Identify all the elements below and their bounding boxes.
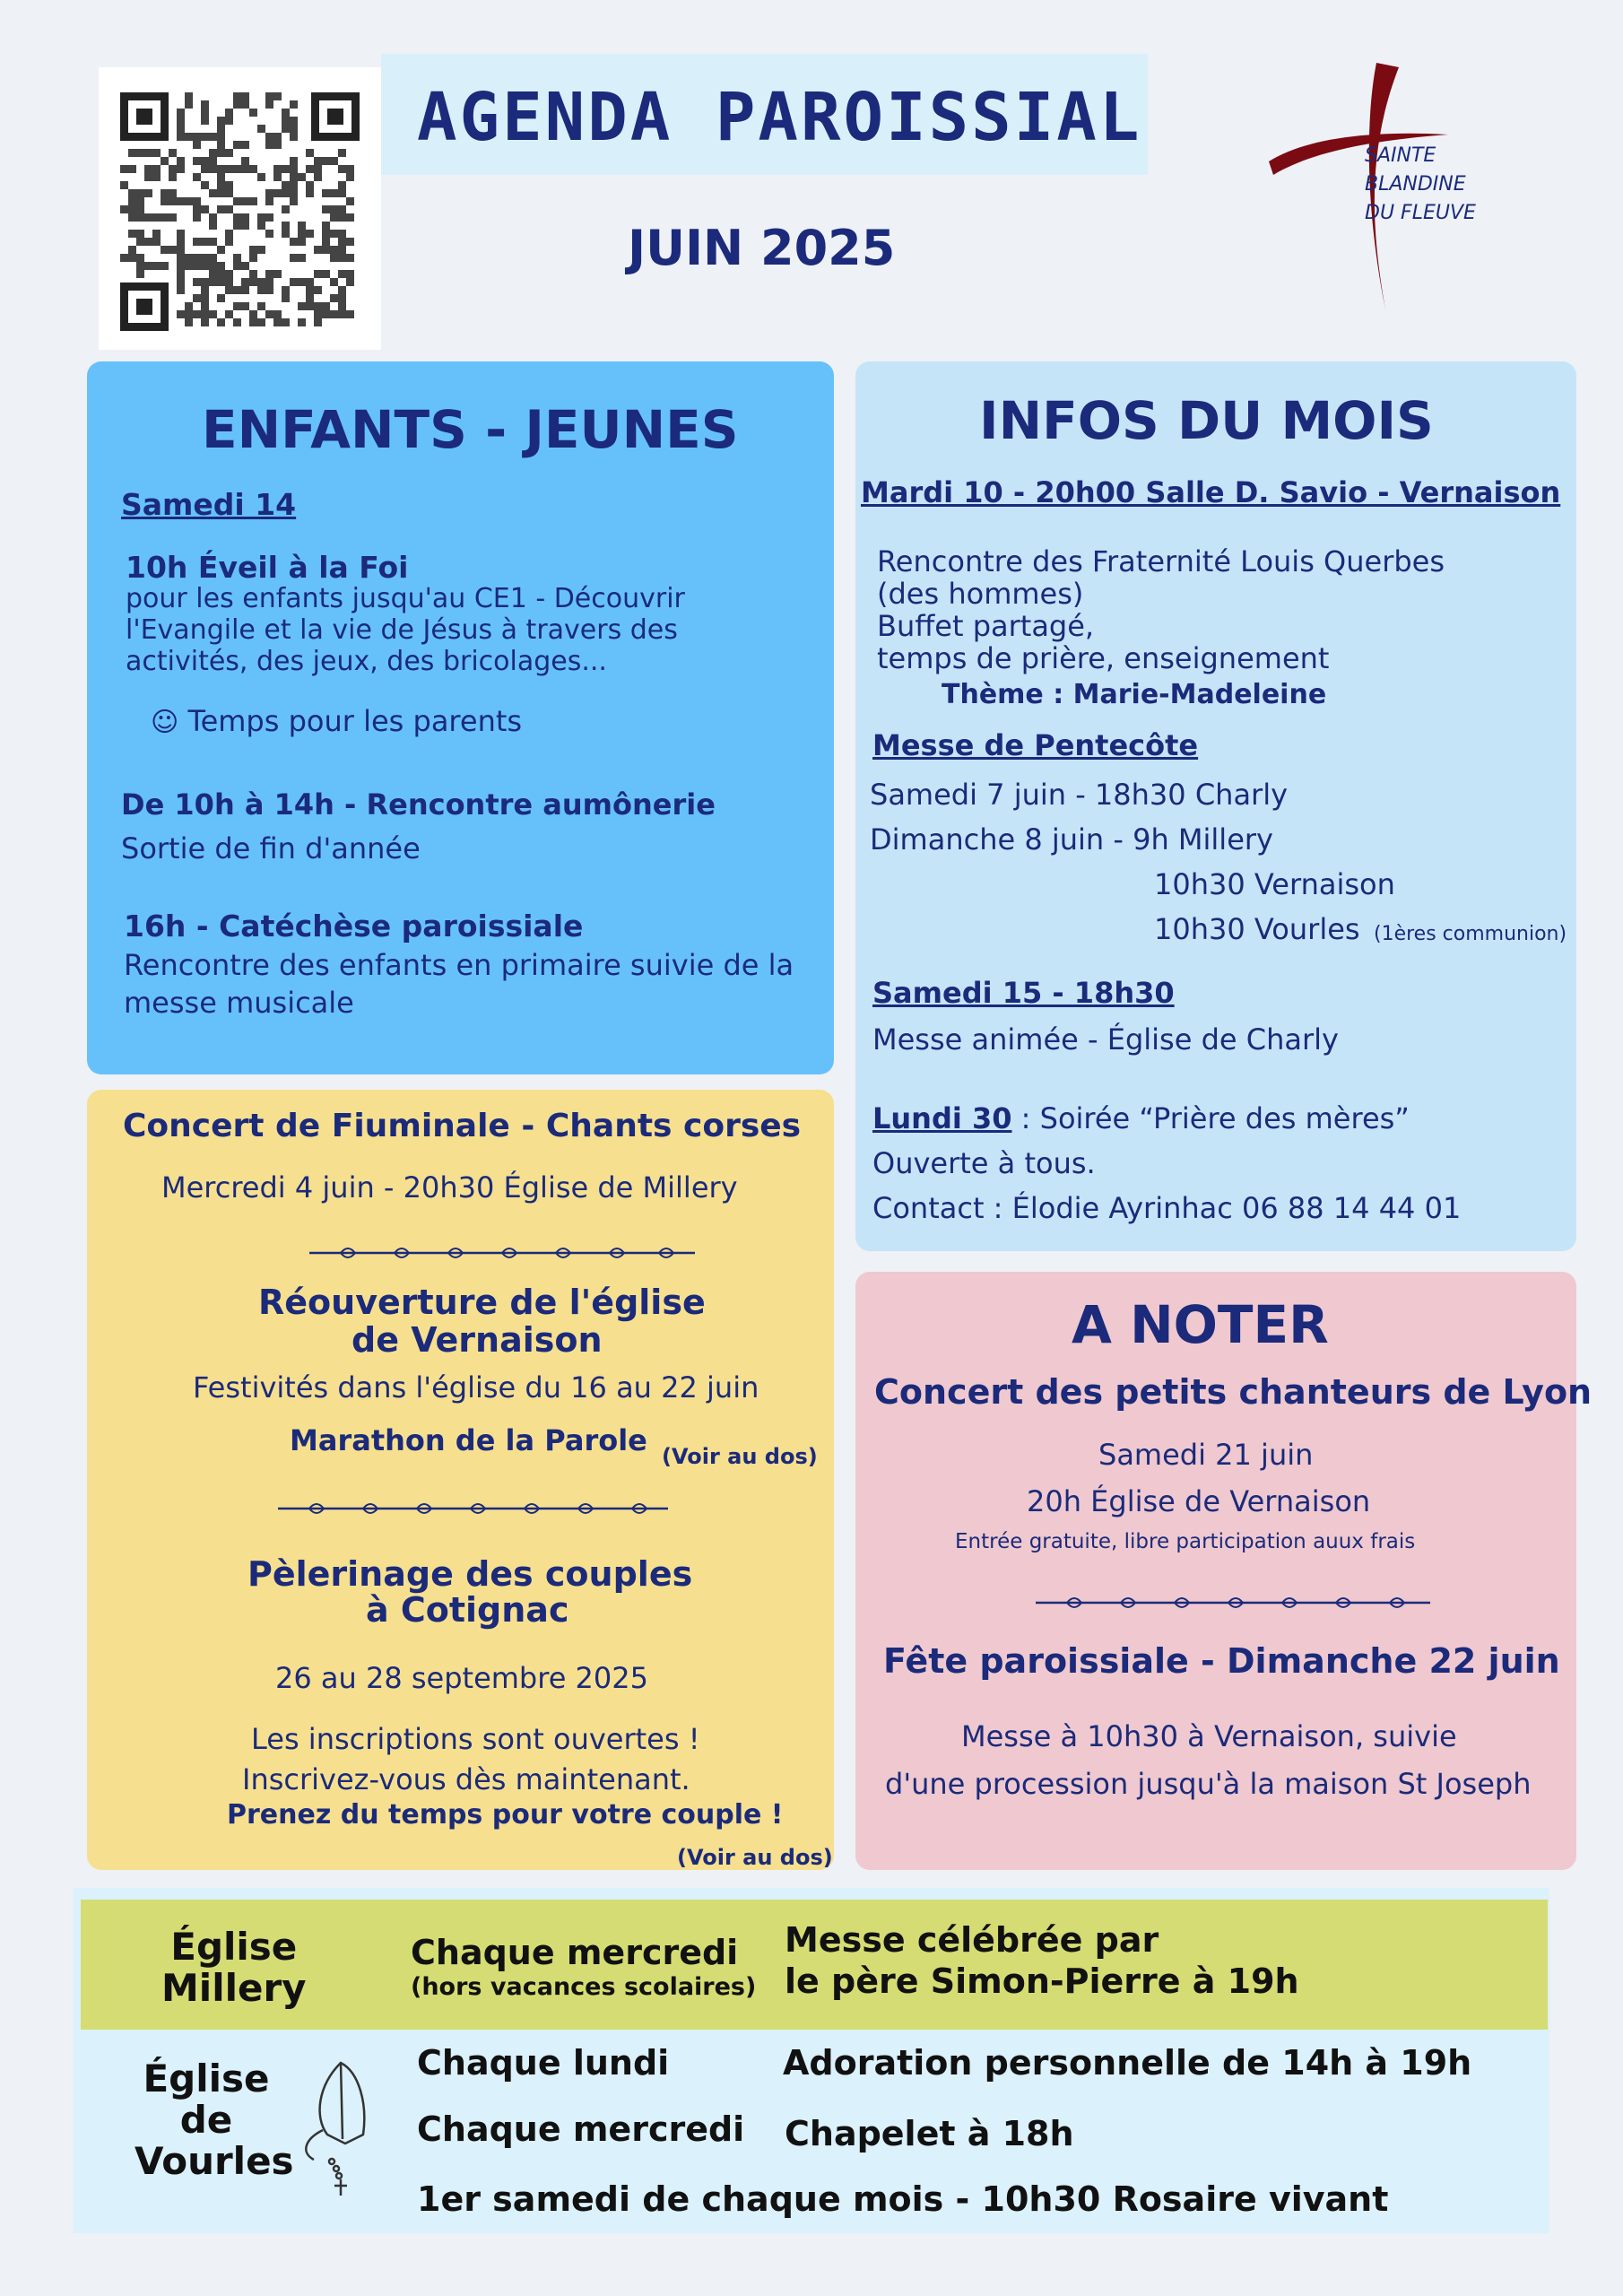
mardi-title: Mardi 10 - 20h00 Salle D. Savio - Vernaison (861, 475, 1561, 509)
vourles-place-line: de (179, 2098, 233, 2142)
qr-code-icon[interactable] (99, 67, 381, 350)
vine-divider-icon (305, 1242, 699, 1264)
parents-time (151, 704, 522, 738)
reouverture-description: Festivités dans l'église du 16 au 22 juin (193, 1370, 759, 1405)
mardi-line: (des hommes) (877, 577, 1084, 611)
pelerinage-dates: 26 au 28 septembre 2025 (275, 1661, 648, 1695)
pentecote-title: Messe de Pentecôte (872, 728, 1199, 762)
lundi30-contact: Contact : Élodie Ayrinhac 06 88 14 44 01 (872, 1191, 1462, 1225)
parish-name-line: DU FLEUVE (1365, 202, 1476, 224)
page-subtitle-month: JUIN 2025 (628, 220, 896, 276)
eveil-description: pour les enfants jusqu'au CE1 - Découvrir l'Evangile et la vie de Jésus à travers des activités, des jeux, des bricolages... (126, 583, 685, 677)
vourles-saturday-line: 1er samedi de chaque mois - 10h30 Rosaire vivant (417, 2179, 1389, 2219)
fiuminale-title: Concert de Fiuminale - Chants corses (123, 1108, 802, 1144)
fete-paroissiale-title: Fête paroissiale - Dimanche 22 juin (883, 1641, 1560, 1681)
samedi15-title: Samedi 15 - 18h30 (872, 976, 1175, 1010)
enfants-day: Samedi 14 (121, 487, 297, 522)
pentecote-line: Dimanche 8 juin - 9h Millery (870, 822, 1273, 857)
page-title: AGENDA PAROISSIAL (417, 79, 1142, 156)
mardi-details (877, 545, 1445, 674)
vine-divider-icon (273, 1498, 673, 1519)
millery-what (785, 1919, 1299, 2002)
lundi30-description: : Soirée “Prière des mères” (1011, 1101, 1410, 1135)
petits-chanteurs-note: Entrée gratuite, libre participation auux frais (955, 1530, 1416, 1553)
millery-place (161, 1926, 307, 2009)
mardi-theme: Thème : Marie-Madeleine (942, 679, 1327, 710)
petits-chanteurs-date: Samedi 21 juin (1098, 1438, 1314, 1472)
parish-name-line: BLANDINE (1365, 173, 1466, 196)
parish-name-line: SAINTE (1365, 144, 1436, 167)
catechese-title: 16h - Catéchèse paroissiale (124, 909, 584, 944)
see-back-link[interactable]: (Voir au dos) (662, 1444, 818, 1469)
millery-place-line: Église (170, 1925, 298, 1969)
praying-hands-rosary-icon (296, 2054, 381, 2197)
eveil-title: 10h Éveil à la Foi (126, 550, 409, 585)
marathon-title: Marathon de la Parole (290, 1423, 647, 1457)
pelerinage-title: à Cotignac (366, 1590, 569, 1630)
reouverture-title: Réouverture de l'église (258, 1283, 706, 1322)
vourles-wednesday-when: Chaque mercredi (417, 2109, 745, 2149)
vourles-place (135, 2057, 294, 2183)
lundi30-title: Lundi 30 (872, 1101, 1012, 1135)
vine-divider-icon (1031, 1592, 1435, 1613)
infos-heading: INFOS DU MOIS (979, 390, 1434, 451)
pentecote-line: 10h30 Vernaison (1154, 867, 1395, 901)
parents-time-label: Temps pour les parents (187, 704, 523, 738)
lundi30-open: Ouverte à tous. (872, 1146, 1096, 1180)
pelerinage-title: Pèlerinage des couples (247, 1554, 693, 1594)
pelerinage-line: Prenez du temps pour votre couple ! (227, 1799, 784, 1831)
smiley-halo-icon: ☺ (151, 707, 179, 738)
aumonerie-title: De 10h à 14h - Rencontre aumônerie (121, 787, 716, 822)
petits-chanteurs-title: Concert des petits chanteurs de Lyon (874, 1372, 1593, 1412)
millery-place-line: Millery (161, 1966, 307, 2010)
enfants-heading: ENFANTS - JEUNES (202, 399, 739, 460)
vourles-monday-when: Chaque lundi (417, 2043, 670, 2083)
see-back-link[interactable]: (Voir au dos) (677, 1845, 833, 1870)
noter-heading: A NOTER (1072, 1294, 1329, 1355)
pentecote-line: 10h30 Vourles (1154, 912, 1360, 946)
vourles-place-line: Vourles (135, 2139, 294, 2183)
reouverture-title: de Vernaison (352, 1320, 603, 1360)
samedi15-description: Messe animée - Église de Charly (872, 1022, 1339, 1057)
vourles-monday-what: Adoration personnelle de 14h à 19h (783, 2043, 1472, 2083)
lundi30-line (872, 1101, 1410, 1135)
vourles-place-line: Église (143, 2057, 270, 2100)
pelerinage-line: Inscrivez-vous dès maintenant. (242, 1762, 690, 1796)
petits-chanteurs-place: 20h Église de Vernaison (1027, 1484, 1371, 1518)
parish-name (1365, 142, 1476, 228)
mardi-line: temps de prière, enseignement (877, 641, 1330, 675)
mardi-line: Rencontre des Fraternité Louis Querbes (877, 544, 1445, 578)
fete-line: d'une procession jusqu'à la maison St Joseph (885, 1767, 1532, 1801)
catechese-description: Rencontre des enfants en primaire suivie de la messe musicale (124, 948, 794, 1020)
fete-line: Messe à 10h30 à Vernaison, suivie (961, 1719, 1457, 1753)
pentecote-line: Samedi 7 juin - 18h30 Charly (870, 778, 1289, 812)
vourles-wednesday-what: Chapelet à 18h (785, 2114, 1074, 2153)
fiuminale-description: Mercredi 4 juin - 20h30 Église de Millery (161, 1170, 738, 1205)
pentecote-note: (1ères communion) (1374, 923, 1567, 945)
aumonerie-description: Sortie de fin d'année (121, 831, 421, 865)
millery-what-line: Messe célébrée par (785, 1920, 1159, 1960)
millery-what-line: le père Simon-Pierre à 19h (785, 1961, 1299, 2001)
mardi-line: Buffet partagé, (877, 609, 1095, 643)
millery-when: Chaque mercredi (411, 1933, 739, 1972)
pelerinage-line: Les inscriptions sont ouvertes ! (251, 1722, 700, 1756)
millery-when-note: (hors vacances scolaires) (411, 1973, 757, 2001)
